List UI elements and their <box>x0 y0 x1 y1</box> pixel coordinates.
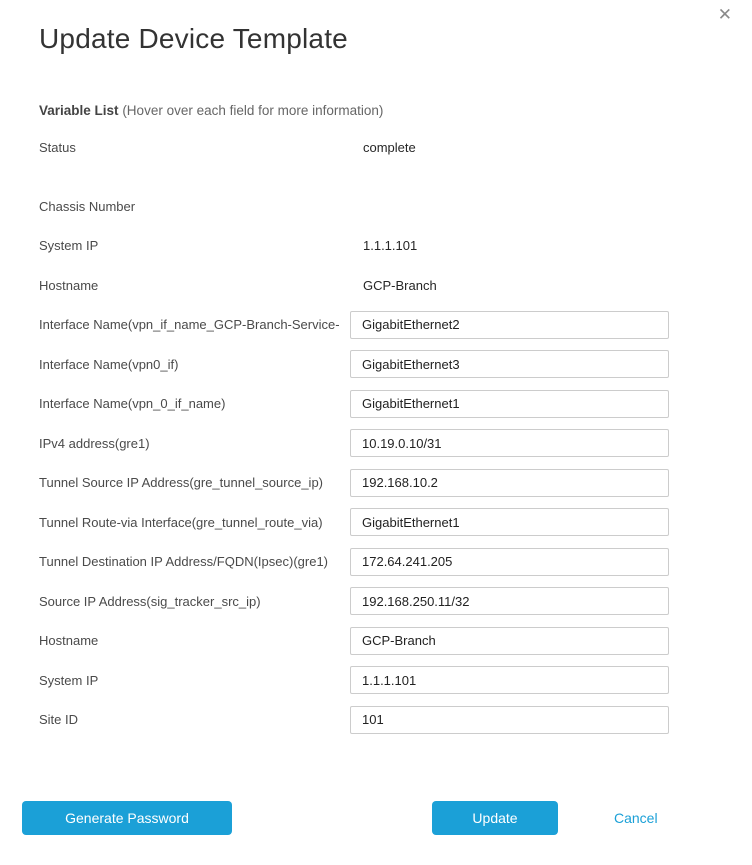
field-row-hostname <box>0 621 752 661</box>
field-row-sig-tracker-src-ip <box>0 582 752 622</box>
tunnel-source-ip-input[interactable] <box>350 469 669 497</box>
site-id-input[interactable] <box>350 706 669 734</box>
field-row-interface-name-service-vpn <box>0 305 752 345</box>
field-label: System IP <box>39 238 99 254</box>
sig-tracker-src-ip-input[interactable] <box>350 587 669 615</box>
field-row-interface-name-vpn-0-if-name <box>0 384 752 424</box>
field-row-interface-name-vpn0-if <box>0 345 752 385</box>
field-row-hostname-readonly <box>0 266 752 306</box>
field-row-system-ip <box>0 661 752 701</box>
ipv4-address-gre1-input[interactable] <box>350 429 669 457</box>
generate-password-button[interactable]: Generate Password <box>22 801 232 835</box>
field-label: Tunnel Route-via Interface(gre_tunnel_route_via) <box>39 514 323 530</box>
field-label: Source IP Address(sig_tracker_src_ip) <box>39 593 261 609</box>
variable-list <box>0 128 752 740</box>
field-label: Status <box>39 140 76 156</box>
field-row-ipv4-address-gre1 <box>0 424 752 464</box>
field-label: Hostname <box>39 277 99 293</box>
interface-name-vpn0-if-input[interactable] <box>350 350 669 378</box>
field-row-status <box>0 128 752 168</box>
update-button[interactable]: Update <box>432 801 558 835</box>
field-row-tunnel-source-ip <box>0 463 752 503</box>
dialog-title: Update Device Template <box>39 23 348 54</box>
system-ip-value: 1.1.1.101 <box>363 238 418 254</box>
field-row-system-ip-readonly <box>0 226 752 266</box>
row-spacer <box>0 168 752 187</box>
field-label: Chassis Number <box>39 198 136 214</box>
tunnel-destination-ip-input[interactable] <box>350 548 669 576</box>
field-row-tunnel-destination-ip <box>0 542 752 582</box>
field-label: Interface Name(vpn0_if) <box>39 356 179 372</box>
field-row-site-id <box>0 700 752 740</box>
system-ip-input[interactable] <box>350 666 669 694</box>
interface-name-service-vpn-input[interactable] <box>350 311 669 339</box>
field-row-tunnel-route-via <box>0 503 752 543</box>
field-label: Tunnel Destination IP Address/FQDN(Ipsec)(gre1) <box>39 554 329 570</box>
close-icon[interactable]: ✕ <box>717 5 732 24</box>
hostname-value: GCP-Branch <box>363 277 437 293</box>
variable-list-hint: (Hover over each field for more information) <box>122 103 384 118</box>
field-label: Hostname <box>39 633 99 649</box>
hostname-input[interactable] <box>350 627 669 655</box>
variable-list-title: Variable List <box>39 103 119 118</box>
field-label: IPv4 address(gre1) <box>39 435 150 451</box>
status-value: complete <box>363 140 416 156</box>
field-label: Interface Name(vpn_if_name_GCP-Branch-Service- <box>39 317 340 333</box>
dialog-footer <box>22 801 752 835</box>
field-row-chassis-number <box>0 187 752 227</box>
tunnel-route-via-input[interactable] <box>350 508 669 536</box>
field-label: Tunnel Source IP Address(gre_tunnel_source_ip) <box>39 475 324 491</box>
interface-name-vpn-0-if-name-input[interactable] <box>350 390 669 418</box>
cancel-link[interactable]: Cancel <box>614 809 658 826</box>
field-label: System IP <box>39 672 99 688</box>
field-label: Site ID <box>39 712 79 728</box>
variable-list-heading <box>39 103 713 119</box>
field-label: Interface Name(vpn_0_if_name) <box>39 396 226 412</box>
